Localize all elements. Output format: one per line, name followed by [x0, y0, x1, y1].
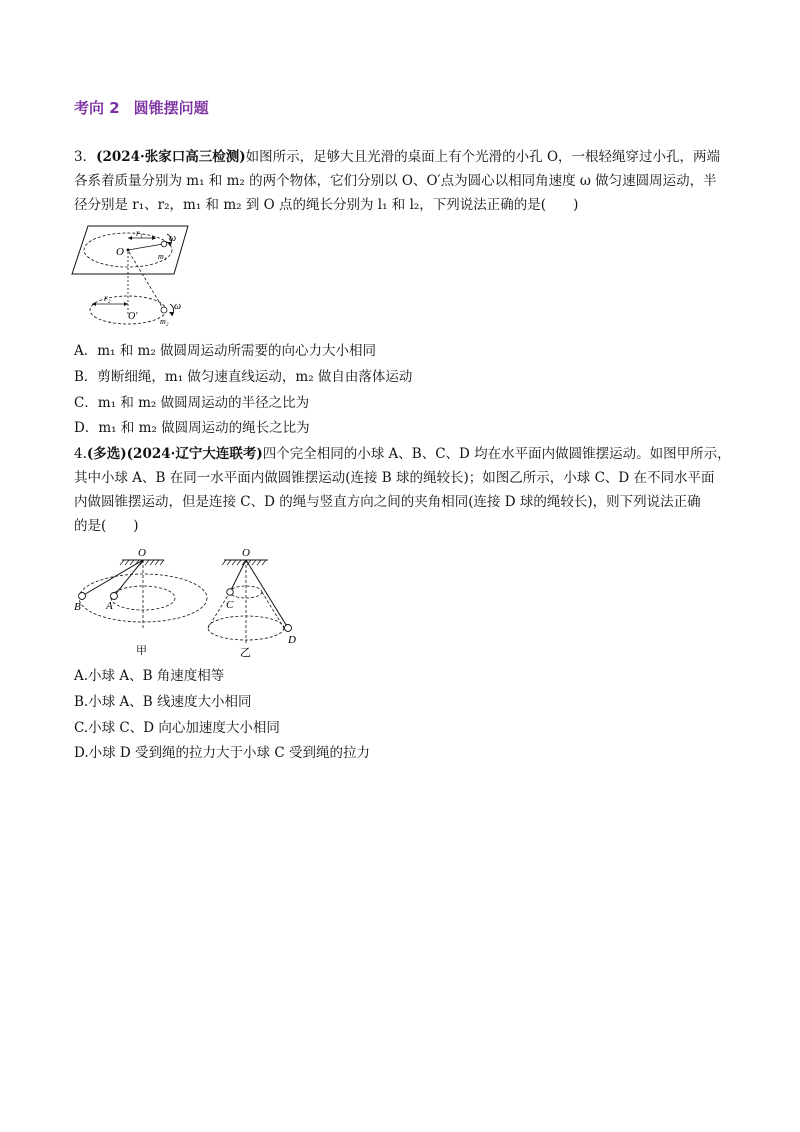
- question-4-figure: [72, 544, 312, 660]
- figure-label-d: D: [288, 634, 296, 646]
- question-4-stem-line-1: 四个完全相同的小球 A、B、C、D 均在水平面内做圆锥摆运动。如图甲所示，: [262, 446, 731, 462]
- question-4-stem-line-3: 内做圆锥摆运动，但是连接 C、D 的绳与竖直方向之间的夹角相同(连接 D 球的绳较长)，则下列说法正确: [74, 494, 701, 510]
- figure-label-m1: m₁: [158, 252, 167, 261]
- figure-label-r2: r₂: [104, 293, 111, 303]
- question-3-number: 3．: [74, 149, 97, 165]
- question-3-figure: [70, 222, 190, 330]
- section-title: 圆锥摆问题: [133, 99, 209, 117]
- question-4-stem: [74, 442, 734, 538]
- question-4-tag: (多选): [86, 446, 127, 462]
- question-3-option-b: B．剪断细绳，m₁ 做匀速直线运动，m₂ 做自由落体运动: [74, 369, 413, 385]
- figure-label-omega-1: ω: [169, 233, 177, 244]
- question-3-source: (2024·张家口高三检测): [96, 149, 246, 165]
- question-4-option-b: B.小球 A、B 线速度大小相同: [74, 694, 252, 710]
- question-3-stem-line-2: 各系着质量分别为 m₁ 和 m₂ 的两个物体，它们分别以 O、O′点为圆心以相同角速度 ω 做匀速圆周运动，半: [74, 173, 717, 189]
- figure-label-c: C: [226, 599, 234, 611]
- question-3-stem-line-3: 径分别是 r₁、r₂，m₁ 和 m₂ 到 O 点的绳长分别为 l₁ 和 l₂，下列说法正确的是( ): [74, 197, 579, 213]
- question-4-source: (2024·辽宁大连联考): [126, 446, 263, 462]
- question-3-option-a: A．m₁ 和 m₂ 做圆周运动所需要的向心力大小相同: [74, 343, 377, 359]
- figure-label-o-left: O: [138, 547, 146, 559]
- question-4-option-d: D.小球 D 受到绳的拉力大于小球 C 受到绳的拉力: [74, 745, 370, 761]
- figure-label-b: B: [74, 601, 81, 613]
- figure-label-yi: 乙: [240, 647, 251, 659]
- question-3-stem-line-1: 如图所示，足够大且光滑的桌面上有个光滑的小孔 O，一根轻绳穿过小孔，两端: [245, 149, 721, 165]
- figure-label-o-right: O: [242, 547, 250, 559]
- figure-label-a: A: [106, 600, 113, 612]
- section-number: 考向 2: [74, 99, 120, 117]
- question-4-stem-line-4: 的是( ): [74, 518, 139, 534]
- figure-label-o-prime: O′: [128, 311, 138, 322]
- figure-label-o: O: [116, 246, 124, 258]
- question-3-option-c: C．m₁ 和 m₂ 做圆周运动的半径之比为: [74, 395, 310, 411]
- section-heading: [74, 97, 209, 118]
- question-4-number: 4.: [74, 446, 87, 462]
- figure-label-omega-2: ω: [174, 301, 182, 312]
- figure-label-r1: r₁: [136, 228, 143, 238]
- question-4-option-a: A.小球 A、B 角速度相等: [74, 668, 225, 684]
- question-3-option-d: D．m₁ 和 m₂ 做圆周运动的绳长之比为: [74, 420, 310, 436]
- figure-label-jia: 甲: [136, 645, 147, 657]
- question-4-option-c: C.小球 C、D 向心加速度大小相同: [74, 720, 280, 736]
- question-4-stem-line-2: 其中小球 A、B 在同一水平面内做圆锥摆运动(连接 B 球的绳较长)；如图乙所示，小球 C、D 在不同水平面: [74, 470, 715, 486]
- question-3-stem: [74, 145, 734, 217]
- figure-label-m2: m₂: [160, 317, 169, 326]
